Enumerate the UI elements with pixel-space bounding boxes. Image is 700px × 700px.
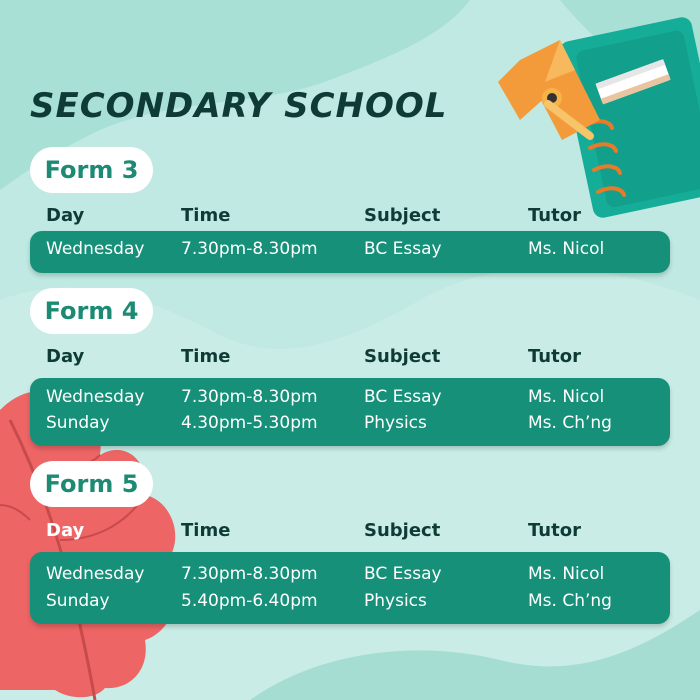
column-header-subject: Subject — [364, 205, 441, 226]
schedule-row — [30, 387, 670, 411]
row-subject: BC Essay — [364, 239, 442, 259]
form-4-label: Form 4 — [30, 288, 153, 334]
column-header-tutor: Tutor — [528, 205, 581, 226]
row-day: Wednesday — [46, 564, 145, 584]
column-header-subject: Subject — [364, 520, 441, 541]
row-tutor: Ms. Nicol — [528, 564, 605, 584]
row-time: 7.30pm-8.30pm — [181, 239, 318, 259]
row-time: 7.30pm-8.30pm — [181, 387, 318, 407]
form-4-schedule — [30, 378, 670, 446]
form-3-column-headers — [0, 205, 700, 229]
column-header-time: Time — [181, 346, 231, 367]
row-tutor: Ms. Nicol — [528, 239, 605, 259]
row-subject: BC Essay — [364, 387, 442, 407]
schedule-row — [30, 591, 670, 615]
row-day: Wednesday — [46, 239, 145, 259]
row-day: Sunday — [46, 591, 110, 611]
column-header-tutor: Tutor — [528, 520, 581, 541]
column-header-time: Time — [181, 520, 231, 541]
column-header-subject: Subject — [364, 346, 441, 367]
form-5-column-headers — [0, 520, 700, 544]
form-3-schedule — [30, 231, 670, 273]
schedule-row — [30, 239, 670, 263]
row-tutor: Ms. Ch’ng — [528, 591, 612, 611]
form-4-column-headers — [0, 346, 700, 370]
row-time: 5.40pm-6.40pm — [181, 591, 318, 611]
row-day: Sunday — [46, 413, 110, 433]
column-header-day: Day — [46, 205, 85, 226]
form-5-schedule — [30, 552, 670, 624]
row-day: Wednesday — [46, 387, 145, 407]
row-subject: Physics — [364, 591, 427, 611]
column-header-day: Day — [46, 346, 85, 367]
schedule-row — [30, 564, 670, 588]
column-header-day: Day — [46, 520, 85, 541]
row-time: 7.30pm-8.30pm — [181, 564, 318, 584]
row-time: 4.30pm-5.30pm — [181, 413, 318, 433]
column-header-tutor: Tutor — [528, 346, 581, 367]
form-3-label: Form 3 — [30, 147, 153, 193]
schedule-row — [30, 413, 670, 437]
row-tutor: Ms. Ch’ng — [528, 413, 612, 433]
column-header-time: Time — [181, 205, 231, 226]
page-title: SECONDARY SCHOOL — [30, 86, 448, 126]
row-subject: Physics — [364, 413, 427, 433]
row-subject: BC Essay — [364, 564, 442, 584]
row-tutor: Ms. Nicol — [528, 387, 605, 407]
form-5-label: Form 5 — [30, 461, 153, 507]
